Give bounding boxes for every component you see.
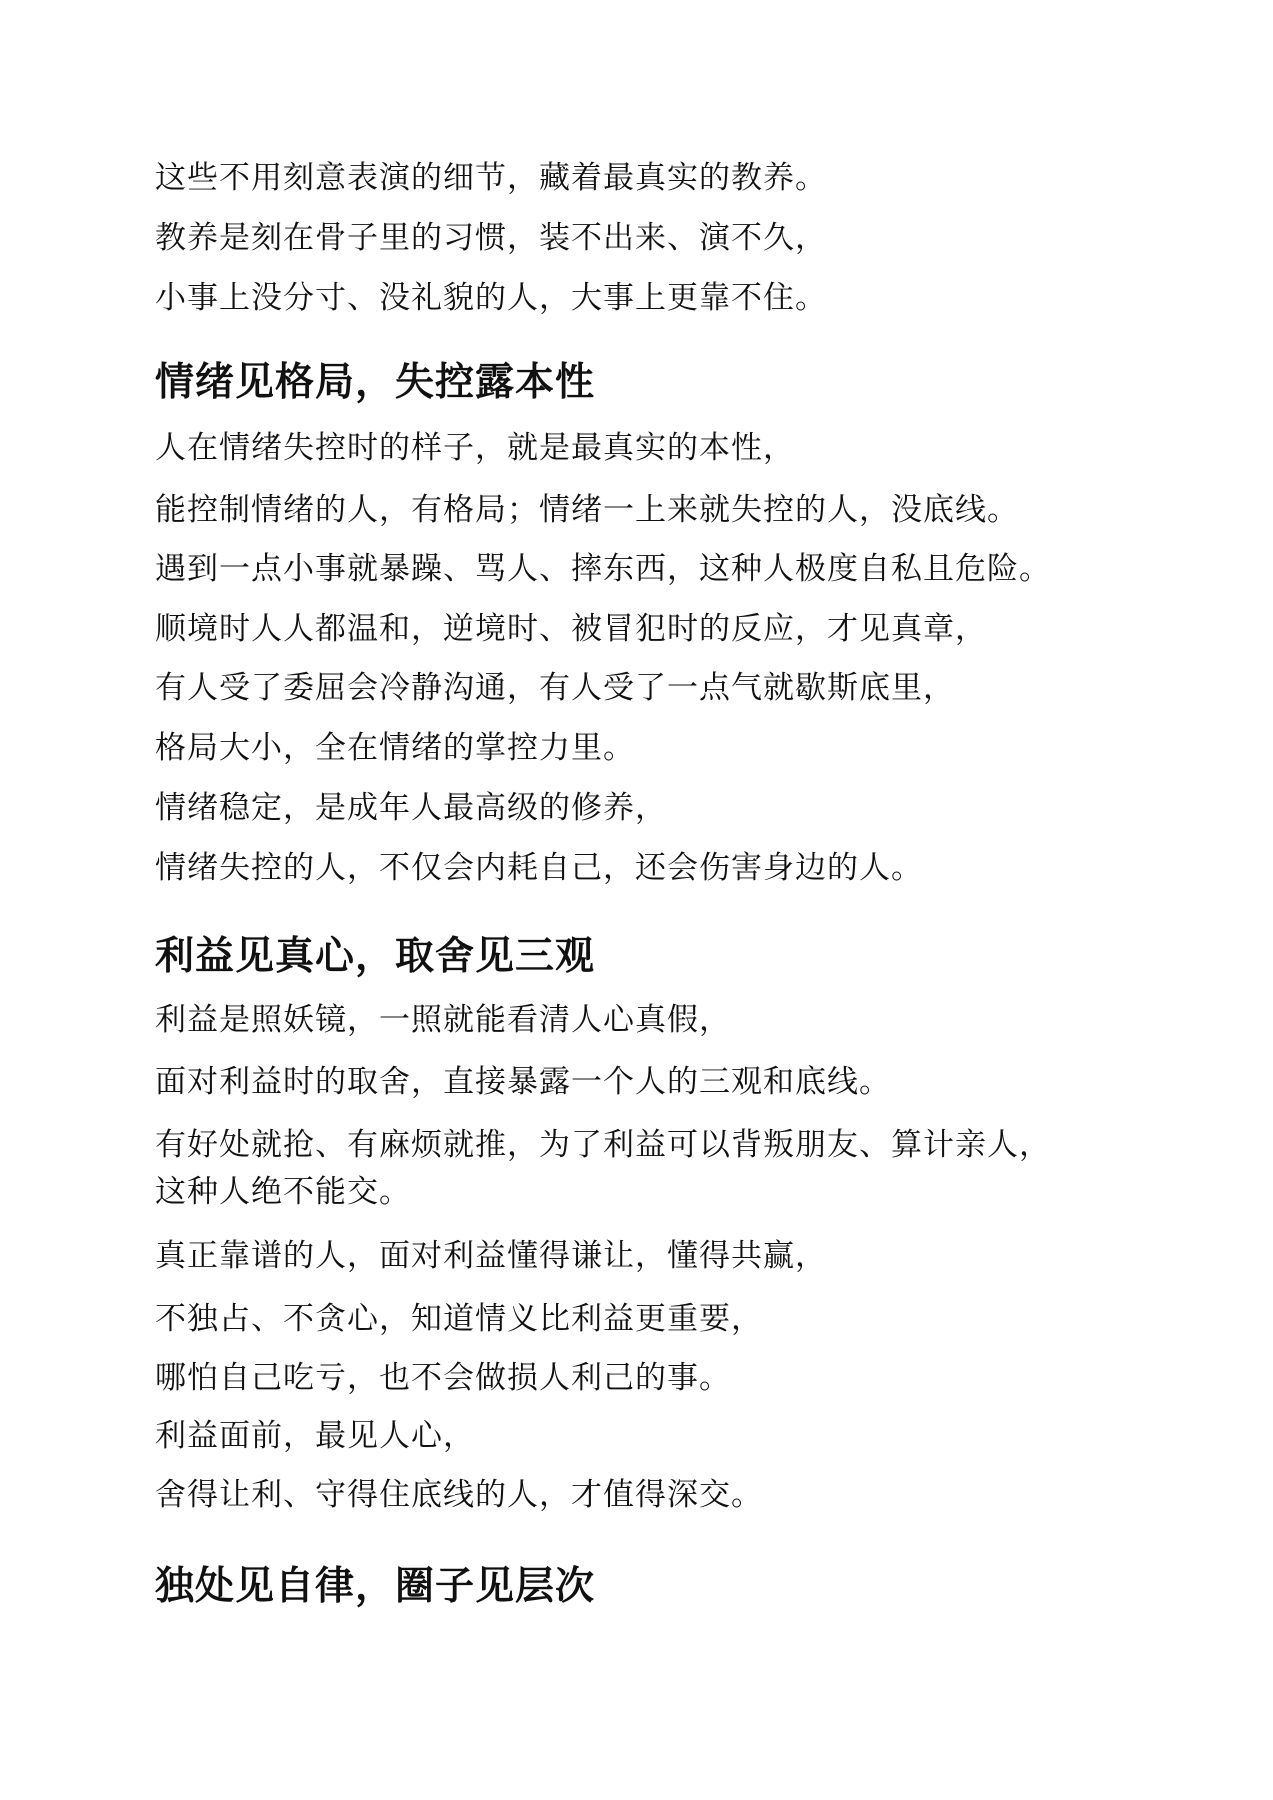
section-2-line-6: 不独占、不贪心，知道情义比利益更重要， <box>155 1301 763 1337</box>
section-1-line-3: 遇到一点小事就暴躁、骂人、摔东西，这种人极度自私且危险。 <box>155 551 1051 587</box>
section-1-line-1: 人在情绪失控时的样子，就是最真实的本性， <box>155 430 795 466</box>
section-2-line-5: 真正靠谱的人，面对利益懂得谦让，懂得共赢， <box>155 1238 827 1274</box>
section-2-line-9: 舍得让利、守得住底线的人，才值得深交。 <box>155 1477 763 1513</box>
section-2-line-2: 面对利益时的取舍，直接暴露一个人的三观和底线。 <box>155 1064 891 1100</box>
section-2-line-8: 利益面前，最见人心， <box>155 1418 475 1454</box>
section-1-line-7: 情绪稳定，是成年人最高级的修养， <box>155 790 667 826</box>
section-1-line-2: 能控制情绪的人，有格局；情绪一上来就失控的人，没底线。 <box>155 492 1019 528</box>
intro-line-1: 这些不用刻意表演的细节，藏着最真实的教养。 <box>155 160 827 196</box>
section-heading-emotion: 情绪见格局，失控露本性 <box>155 360 596 405</box>
intro-line-3: 小事上没分寸、没礼貌的人，大事上更靠不住。 <box>155 280 827 316</box>
section-1-line-5: 有人受了委屈会冷静沟通，有人受了一点气就歇斯底里， <box>155 670 955 706</box>
section-2-line-1: 利益是照妖镜，一照就能看清人心真假， <box>155 1002 731 1038</box>
section-2-line-7: 哪怕自己吃亏，也不会做损人利己的事。 <box>155 1360 731 1396</box>
section-1-line-4: 顺境时人人都温和，逆境时、被冒犯时的反应，才见真章， <box>155 611 987 647</box>
section-2-line-4: 这种人绝不能交。 <box>155 1174 411 1210</box>
section-1-line-8: 情绪失控的人，不仅会内耗自己，还会伤害身边的人。 <box>155 850 923 886</box>
section-1-line-6: 格局大小，全在情绪的掌控力里。 <box>155 730 635 766</box>
section-2-line-3: 有好处就抢、有麻烦就推，为了利益可以背叛朋友、算计亲人， <box>155 1127 1051 1163</box>
intro-line-2: 教养是刻在骨子里的习惯，装不出来、演不久， <box>155 220 827 256</box>
section-heading-self-discipline: 独处见自律，圈子见层次 <box>155 1564 596 1609</box>
section-heading-interest: 利益见真心，取舍见三观 <box>155 934 596 979</box>
